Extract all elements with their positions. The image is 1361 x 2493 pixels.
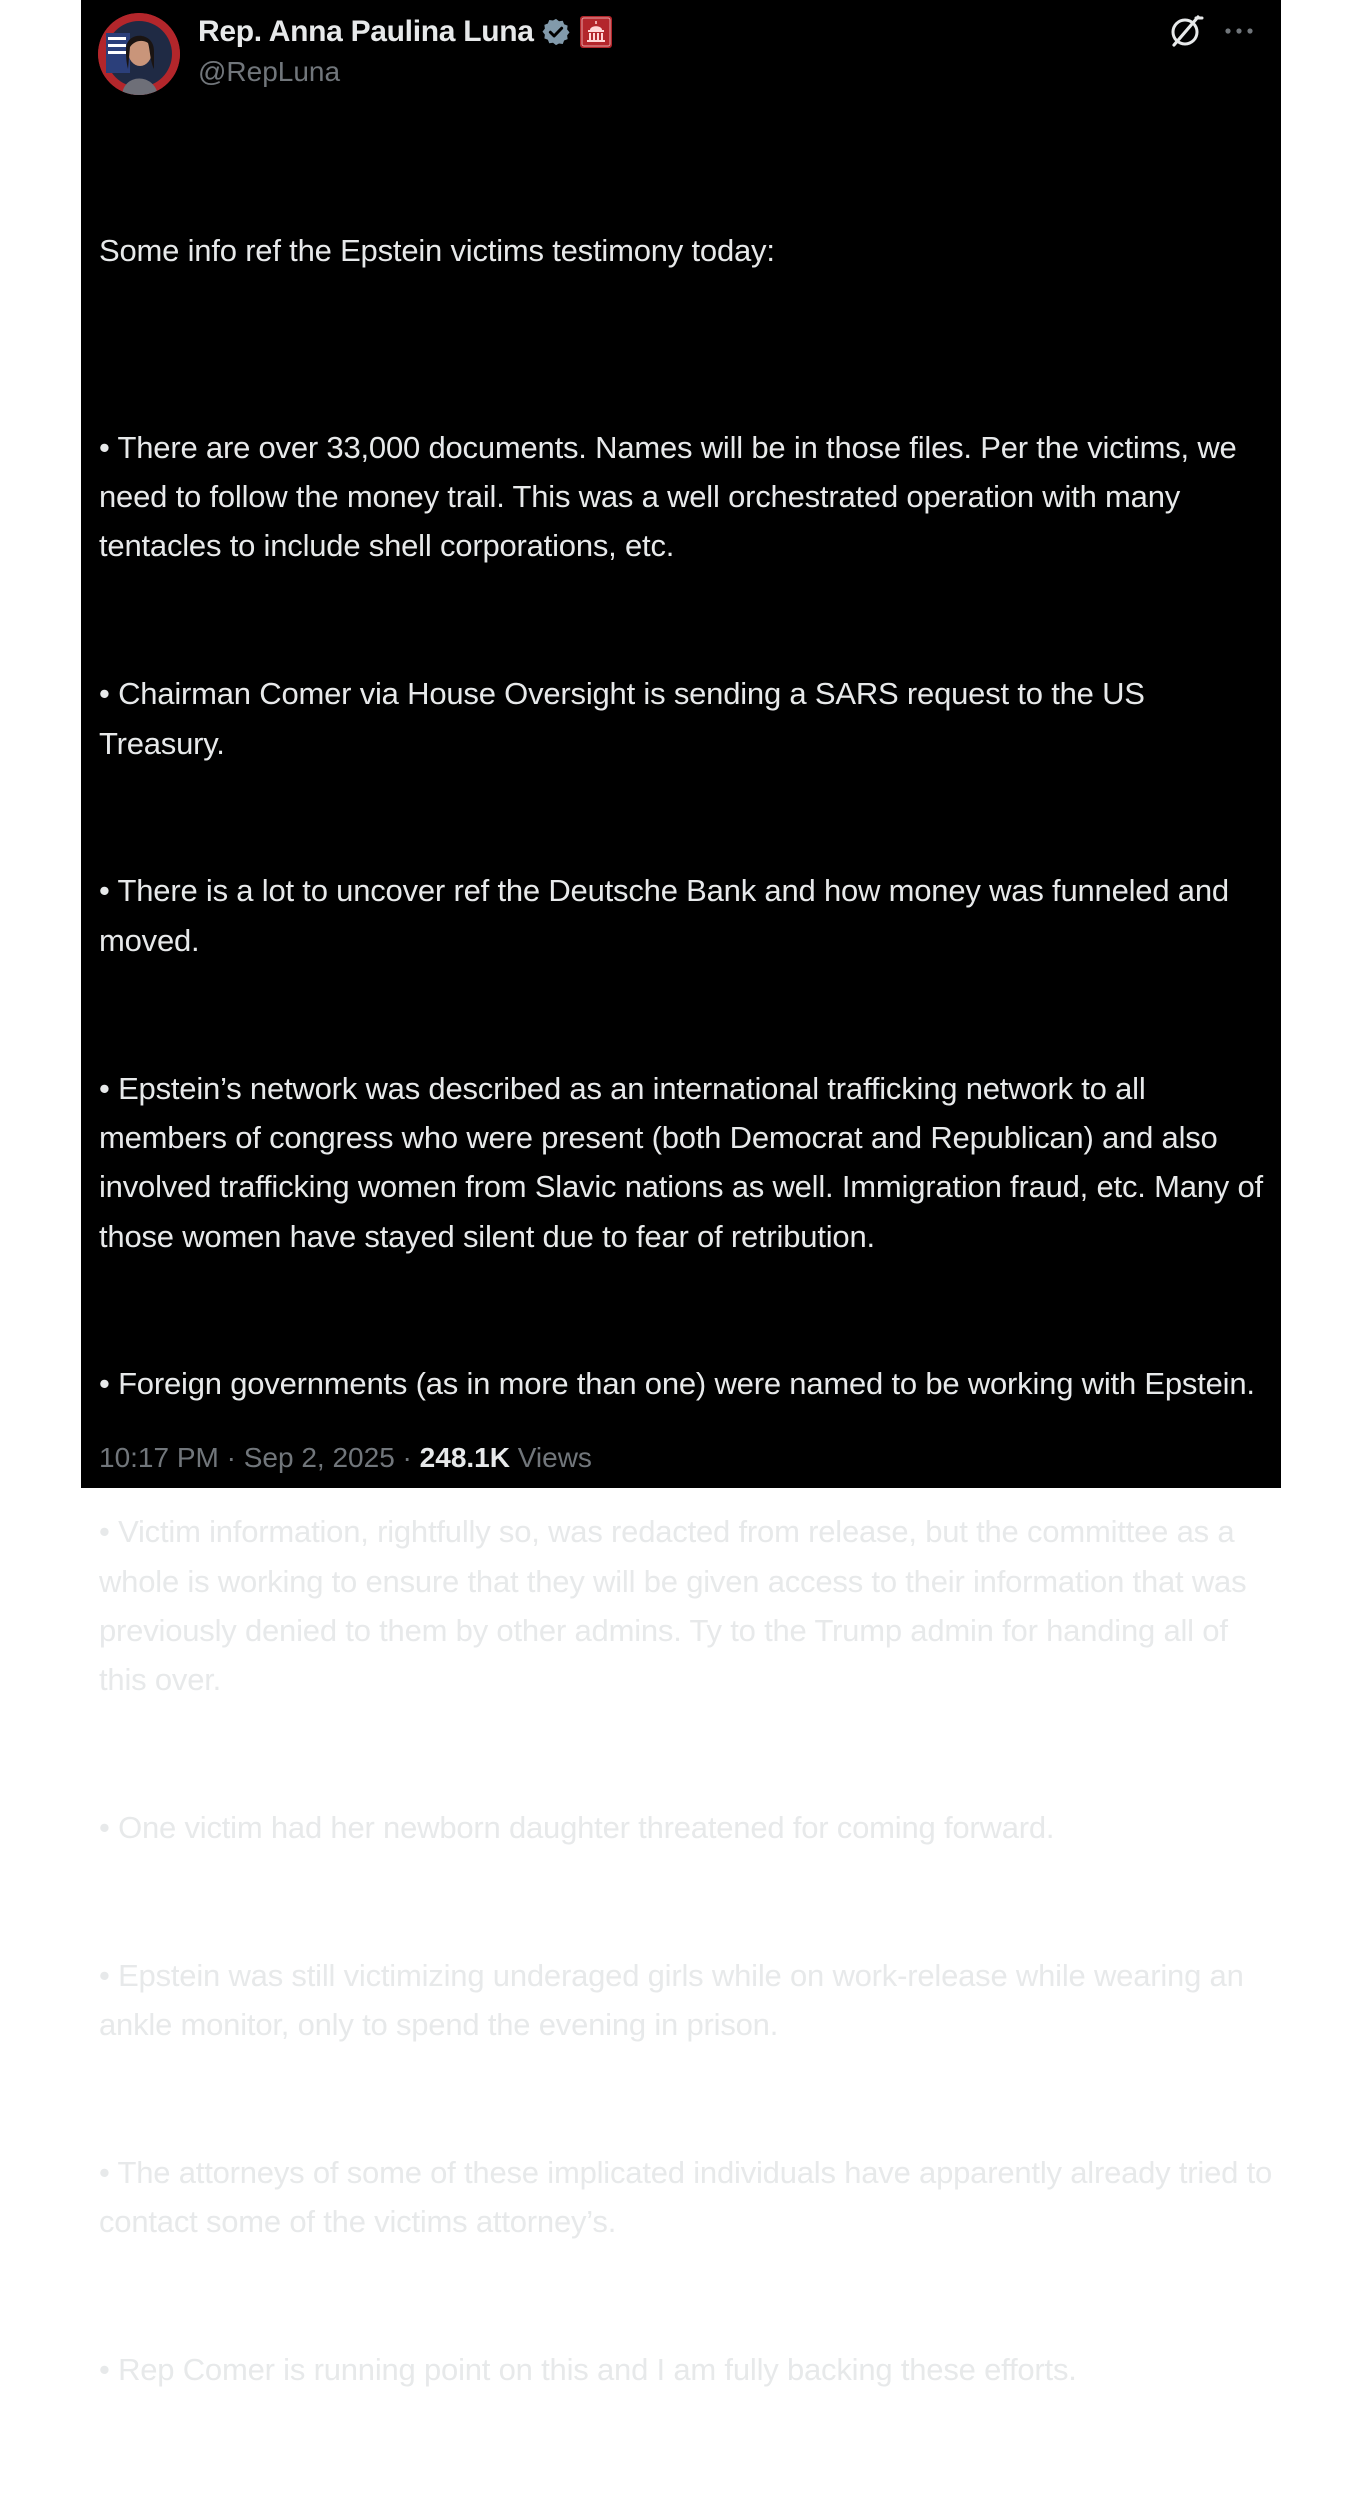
tweet-date[interactable]: Sep 2, 2025 [243, 1442, 395, 1473]
tweet-bullet: • There are over 33,000 documents. Names will be in those files. Per the victims, we need to follow the money trail. This was a well orchestrated operation with many tentacles to include shell corporations, etc. [99, 429, 1245, 564]
tweet-time[interactable]: 10:17 PM [99, 1442, 219, 1473]
avatar-portrait-icon [98, 13, 180, 95]
avatar[interactable] [98, 13, 180, 95]
tweet-bullet: • There is a lot to uncover ref the Deutsche Bank and how money was funneled and moved. [99, 873, 1238, 958]
us-capitol-affiliation-icon[interactable] [579, 15, 613, 49]
tweet-bullet: • Foreign governments (as in more than one) were named to be working with Epstein. [99, 1366, 1255, 1402]
tweet-bullet: • The attorneys of some of these implicated individuals have apparently already tried to contact some of the victims attorney’s. [99, 2155, 1281, 2240]
more-options-icon[interactable] [1223, 22, 1257, 40]
author-name-row [198, 12, 613, 52]
handle[interactable]: @RepLuna [198, 56, 341, 87]
tweet-meta [99, 1442, 592, 1474]
tweet-bullet: • Epstein’s network was described as an international trafficking network to all members of congress who were present (both Democrat and Republican) and also involved trafficking women from Slavic nations as well. Immigration fraud, etc. Many of those women have stayed silent due to fear of retribution. [99, 1070, 1272, 1254]
verified-badge-icon[interactable] [541, 17, 571, 47]
tweet-bullet: • Rep Comer is running point on this and I am fully backing these efforts. [99, 2352, 1077, 2388]
tweet-intro: Some info ref the Epstein victims testimony today: [99, 232, 775, 268]
display-name[interactable]: Rep. Anna Paulina Luna [198, 15, 534, 48]
tweet-bullet: • Victim information, rightfully so, was redacted from release, but the committee as a whole is working to ensure that they will be given access to their information that was previously denied to them by other admins. Ty to the Trump admin for handing all of this over. [99, 1514, 1255, 1698]
meta-separator: · [394, 1442, 420, 1473]
views-label: Views [509, 1442, 592, 1473]
views-count[interactable]: 248.1K [419, 1442, 510, 1473]
tweet-bullet: • Chairman Comer via House Oversight is sending a SARS request to the US Treasury. [99, 676, 1153, 761]
meta-separator: · [218, 1442, 244, 1473]
tweet-text [99, 127, 1281, 2493]
tweet-bullet: • Epstein was still victimizing underaged girls while on work-release while wearing an ankle monitor, only to spend the evening in prison. [99, 1957, 1253, 2043]
grok-icon[interactable] [1166, 12, 1204, 50]
tweet-bullet: • One victim had her newborn daughter threatened for coming forward. [99, 1810, 1055, 1846]
tweet-card [81, 0, 1281, 2388]
